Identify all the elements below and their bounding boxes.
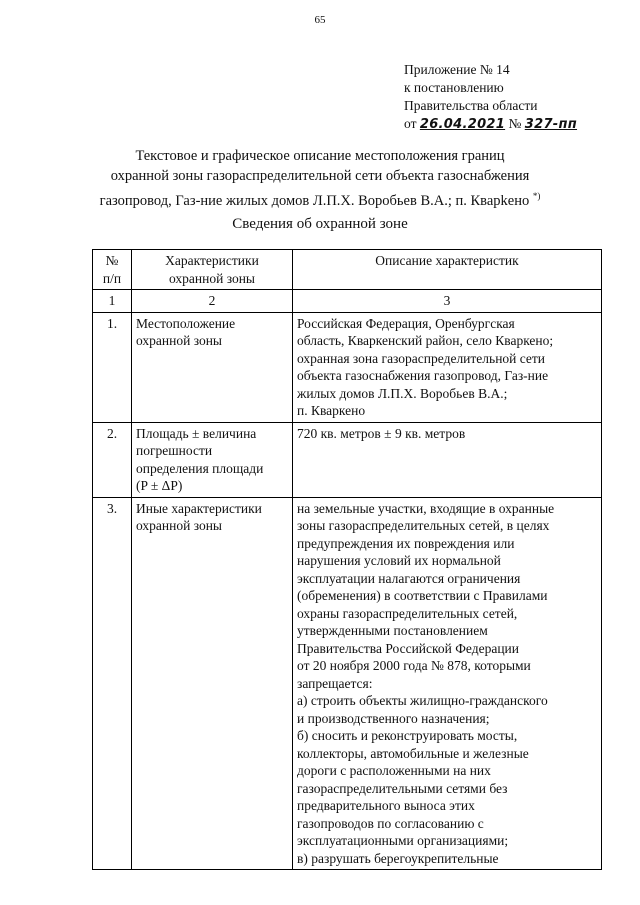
- row-description: [293, 422, 602, 497]
- footnote-mark: *): [532, 191, 541, 201]
- desc-line: в) разрушать берегоукрепительные: [297, 850, 499, 866]
- handwritten-date: 26.04.2021: [419, 117, 506, 132]
- appendix-line-1: Приложение № 14: [404, 62, 510, 77]
- desc-line: Правительства Российской Федерации: [297, 640, 519, 656]
- desc-line: б) сносить и реконструировать мосты,: [297, 728, 518, 743]
- handwritten-number: 327-пп: [524, 117, 578, 132]
- appendix-block: [404, 61, 577, 134]
- desc-line: область, Кваркенский район, село Кваркено;: [297, 333, 554, 348]
- desc-line: газораспределительными сетями без: [297, 780, 508, 796]
- row-number: 1.: [93, 312, 132, 422]
- row-number: 3.: [93, 497, 132, 870]
- title-line-2: охранной зоны газораспределительной сети объекта газоснабжения: [110, 168, 530, 184]
- title-line-1: Текстовое и графическое описание местоположения границ: [135, 148, 505, 164]
- header-characteristic: [132, 250, 293, 290]
- char-line: (P ± ΔP): [136, 478, 183, 493]
- char-line: погрешности: [136, 443, 213, 458]
- row-description: [293, 312, 602, 422]
- header-row: [93, 250, 602, 290]
- desc-line: на земельные участки, входящие в охранные: [297, 500, 555, 516]
- desc-line: эксплуатации налагаются ограничения: [297, 570, 521, 586]
- row-number: 2.: [93, 422, 132, 497]
- row-description: [293, 497, 602, 870]
- desc-line: утвержденными постановлением: [297, 623, 488, 638]
- desc-line: от 20 ноября 2000 года № 878, которыми: [297, 658, 531, 673]
- row-characteristic: [132, 497, 293, 870]
- index-row: [93, 290, 602, 313]
- desc-line: жилых домов Л.П.Х. Воробьев В.А.;: [297, 385, 508, 401]
- desc-line: предварительного выноса этих: [297, 798, 475, 813]
- desc-line: и производственного назначения;: [297, 710, 490, 726]
- char-line: Иные характеристики: [136, 500, 262, 516]
- header-description: Описание характеристик: [293, 250, 602, 290]
- zone-info-table: [92, 249, 602, 870]
- index-cell-2: 2: [132, 290, 293, 313]
- table-row: [93, 497, 602, 870]
- char-line: Местоположение: [136, 315, 236, 331]
- desc-line: предупреждения их повреждения или: [297, 535, 515, 551]
- number-sign: №: [508, 116, 522, 131]
- index-cell-1: 1: [93, 290, 132, 313]
- appendix-line-2: к постановлению: [404, 80, 504, 95]
- desc-line: а) строить объекты жилищно-гражданского: [297, 693, 548, 708]
- section-subtitle: Сведения об охранной зоне: [232, 216, 408, 232]
- appendix-line-3: Правительства области: [404, 98, 538, 113]
- desc-line: 720 кв. метров ± 9 кв. метров: [297, 425, 466, 441]
- desc-line: зоны газораспределительных сетей, в целях: [297, 518, 550, 533]
- header-char-line-2: охранной зоны: [168, 270, 255, 286]
- char-line: охранной зоны: [136, 333, 223, 348]
- row-characteristic: [132, 312, 293, 422]
- appendix-line-4: [404, 115, 577, 134]
- desc-line: нарушения условий их нормальной: [297, 553, 501, 568]
- document-title: [0, 146, 640, 211]
- header-char-line-1: Характеристики: [165, 253, 259, 268]
- desc-line: охранная зона газораспределительной сети: [297, 350, 546, 366]
- desc-line: Российская Федерация, Оренбургская: [297, 315, 515, 331]
- desc-line: охраны газораспределительных сетей,: [297, 605, 518, 621]
- header-num-line-1: №: [105, 253, 119, 268]
- desc-line: объекта газоснабжения газопровод, Газ-ние: [297, 368, 549, 383]
- index-cell-3: 3: [293, 290, 602, 313]
- row-characteristic: [132, 422, 293, 497]
- header-num: [93, 250, 132, 290]
- char-line: определения площади: [136, 460, 264, 476]
- desc-line: запрещается:: [297, 675, 373, 691]
- from-prefix: от: [404, 116, 417, 131]
- table-row: [93, 312, 602, 422]
- desc-line: газопроводов по согласованию с: [297, 815, 484, 831]
- desc-line: дороги с расположенными на них: [297, 763, 491, 778]
- char-line: Площадь ± величина: [136, 425, 257, 441]
- title-line-3-text: газопровод, Газ-ние жилых домов Л.П.Х. Воробьев В.А.; п. Кварkено: [99, 192, 530, 209]
- desc-line: п. Кваркено: [297, 403, 366, 418]
- char-line: охранной зоны: [136, 518, 223, 533]
- desc-line: (обременения) в соответствии с Правилами: [297, 588, 548, 603]
- title-line-3: [0, 186, 640, 211]
- desc-line: коллекторы, автомобильные и железные: [297, 745, 529, 761]
- header-num-line-2: п/п: [102, 270, 122, 286]
- table-row: [93, 422, 602, 497]
- desc-line: эксплуатационными организациями;: [297, 833, 509, 848]
- page-number: 65: [314, 14, 326, 26]
